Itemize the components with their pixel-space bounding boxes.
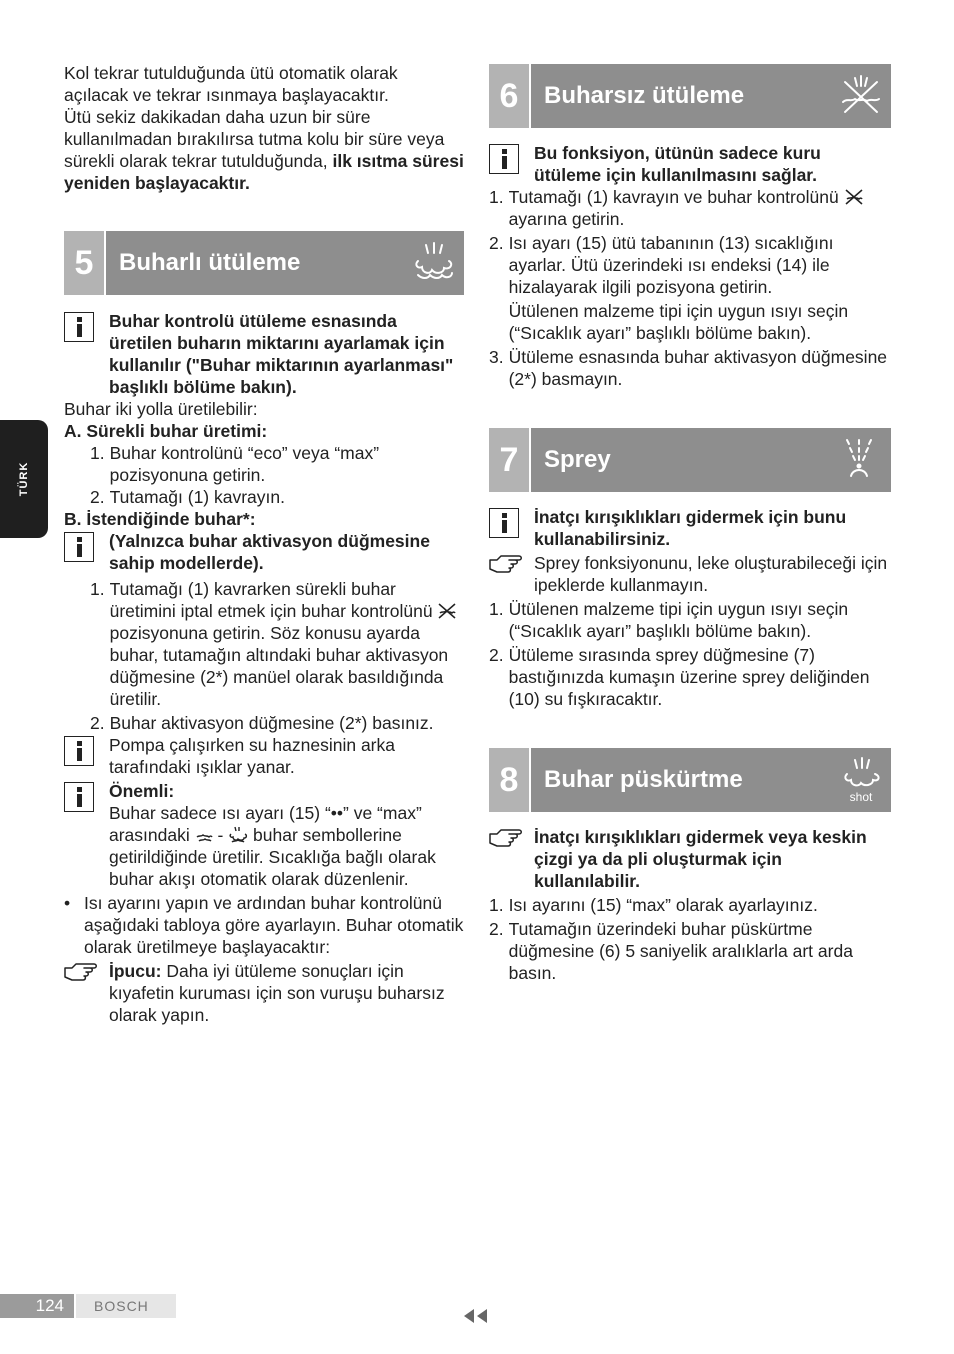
intro-paragraph-1: Kol tekrar tutulduğunda ütü otomatik olarak açılacak ve tekrar ısınmaya başlayacaktır.: [64, 63, 398, 105]
info-note-pump: Pompa çalışırken su haznesinin arka tarafındaki ışıklar yanar.: [64, 734, 464, 778]
steam-icon: [410, 239, 458, 287]
section-5-header: [64, 231, 464, 295]
info-icon: [489, 508, 519, 538]
back-arrows-icon: [462, 1307, 492, 1325]
list-item-6-3: 3. Ütüleme esnasında buhar aktivasyon düğmesine (2*) basmayın.: [489, 347, 888, 389]
page-number: 124: [0, 1294, 74, 1318]
language-label: TÜRK: [18, 461, 30, 497]
shot-icon: [837, 756, 885, 804]
info-note-important: Önemli: Buhar sadece ısı ayarı (15) “••” ve “max” arasındaki - buhar sembollerine getirildiğinde üretilir. Sıcaklığa bağlı olarak buhar akışı otomatik olarak düzenlenir.: [64, 780, 464, 890]
info-note-spray: İnatçı kırışıklıkları gidermek için bunu kullanabilirsiniz.: [489, 506, 891, 550]
list-item-a2: 2. Tutamağı (1) kavrayın.: [90, 487, 285, 507]
info-icon: [64, 532, 94, 562]
list-item-b1: 1. Tutamağı (1) kavrarken sürekli buhar üretimini iptal etmek için buhar kontrolünü pozisyonuna getirin. Söz konusu ayarda buhar, tutamağın altındaki buhar aktivasyon düğmesine (2*) manüel olarak basıldığında üretilir.: [90, 578, 464, 710]
intro-paragraph-2: Ütü sekiz dakikadan daha uzun bir süre kullanılmadan bırakılırsa tutma kolu bir süre veya sürekli olarak tekrar tutulduğunda, ilk ısıtma süresi yeniden başlayacaktır.: [64, 107, 464, 193]
no-steam-icon: [437, 602, 457, 620]
tip-note-shot: İnatçı kırışıklıkları gidermek veya keskin çizgi ya da pli oluşturmak için kullanılabilir.: [489, 826, 891, 892]
section-6-header: [489, 64, 891, 128]
language-tab: [0, 420, 48, 538]
info-note-steam-control: Buhar kontrolü ütüleme esnasında üretilen buharın miktarını ayarlamak için kullanılır ("Buhar miktarının ayarlanması" başlıklı bölüme bakın).: [64, 310, 464, 398]
info-icon: [64, 782, 94, 812]
info-note-models: (Yalnızca buhar aktivasyon düğmesine sahip modellerde).: [64, 530, 464, 574]
section-5-number: 5: [64, 231, 106, 295]
section-7-header: [489, 428, 891, 492]
bullet-item: • Isı ayarını yapın ve ardından buhar kontrolünü aşağıdaki tabloya göre ayarlayın. Buhar otomatik olarak üretilmeye başlayacaktır:: [64, 893, 464, 957]
section-8-header: [489, 748, 891, 812]
right-column: [489, 64, 891, 984]
info-icon: [64, 312, 94, 342]
info-icon: [489, 144, 519, 174]
section-8-title: Buhar püskürtme: [544, 766, 743, 793]
info-note-dry-ironing: Bu fonksiyon, ütünün sadece kuru ütüleme için kullanılmasını sağlar.: [489, 142, 891, 186]
shot-icon-label: shot: [849, 790, 873, 804]
steam-two-ways: Buhar iki yolla üretilebilir:: [64, 399, 258, 419]
tip-note: İpucu: Daha iyi ütüleme sonuçları için kıyafetin kuruması için son vuruşu buharsız olarak yapın.: [64, 960, 464, 1026]
section-5-title: Buharlı ütüleme: [119, 249, 301, 276]
subheading-a: A. Sürekli buhar üretimi:: [64, 421, 268, 441]
list-item-6-1: 1. Tutamağı (1) kavrayın ve buhar kontrolünü ayarına getirin.: [489, 186, 891, 230]
list-item-8-2: 2. Tutamağın üzerindeki buhar püskürtme düğmesine (6) 5 saniyelik aralıklarla art arda basın.: [489, 919, 853, 983]
section-8-number: 8: [489, 748, 531, 812]
brand-label: BOSCH: [76, 1294, 176, 1318]
no-steam-icon: [837, 72, 885, 120]
pointing-hand-icon: [489, 826, 525, 848]
info-icon: [64, 736, 94, 766]
section-7-number: 7: [489, 428, 531, 492]
section-6-number: 6: [489, 64, 531, 128]
section-7-title: Sprey: [544, 446, 611, 473]
list-item-6-2: 2. Isı ayarı (15) ütü tabanının (13) sıcaklığını ayarlar. Ütü üzerindeki ısı endeksi (14) ile hizalayarak ilgili pozisyona getirin. Ütülenen malzeme tipi için uygun ısıyı seçin (“Sıcaklık ayarı” başlıklı bölüme bakın).: [489, 233, 849, 343]
left-column: [64, 62, 464, 1026]
pointing-hand-icon: [64, 960, 100, 982]
high-steam-icon: [228, 826, 248, 844]
list-item-7-1: 1. Ütülenen malzeme tipi için uygun ısıyı seçin (“Sıcaklık ayarı” başlıklı bölüme bakın).: [489, 599, 849, 641]
list-item-8-1: 1. Isı ayarını (15) “max” olarak ayarlayınız.: [489, 895, 818, 915]
tip-note-spray: Sprey fonksiyonunu, leke oluşturabileceği için ipeklerde kullanmayın.: [489, 552, 891, 596]
low-steam-icon: [195, 828, 213, 844]
list-item-a1: 1. Buhar kontrolünü “eco” veya “max” pozisyonuna getirin.: [90, 443, 380, 485]
list-item-b2: 2. Buhar aktivasyon düğmesine (2*) basınız.: [90, 713, 434, 733]
spray-icon: [837, 436, 885, 484]
section-6-title: Buharsız ütüleme: [544, 82, 745, 109]
pointing-hand-icon: [489, 552, 525, 574]
list-item-7-2: 2. Ütüleme sırasında sprey düğmesine (7) bastığınızda kumaşın üzerine sprey deliğinden (10) su fışkıracaktır.: [489, 645, 870, 709]
no-steam-icon: [844, 188, 864, 206]
subheading-b: B. İstendiğinde buhar*:: [64, 509, 256, 529]
